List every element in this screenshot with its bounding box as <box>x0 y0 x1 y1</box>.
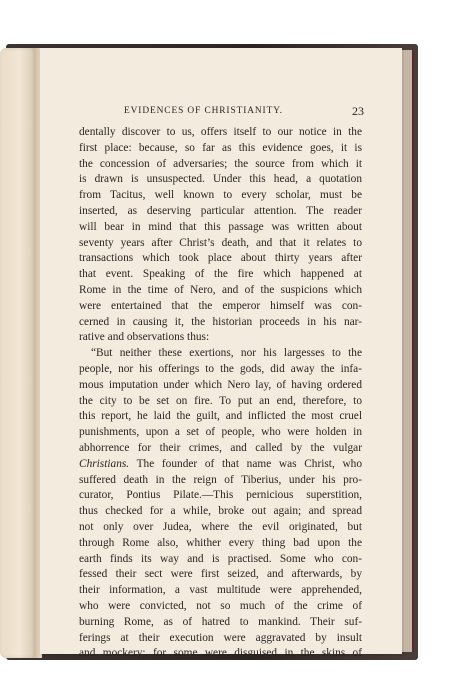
book-page <box>40 48 402 660</box>
page-number: 23 <box>352 104 364 118</box>
text-line: their information, a vast multitude were apprehended, <box>79 584 362 597</box>
text-line-rest: The founder of that name was Christ, who <box>129 457 362 470</box>
running-title: EVIDENCES OF CHRISTIANITY. <box>124 106 283 116</box>
text-line: first place: because, so far as this evidence goes, it is <box>79 141 362 154</box>
body-text <box>79 125 362 662</box>
text-line: “But neither these exertions, nor his largesses to the <box>91 347 362 360</box>
text-line: will bear in mind that this passage was written about <box>79 220 362 233</box>
text-line: Rome in the time of Nero, and of the suspicions which <box>79 283 362 296</box>
text-line: from Tacitus, well known to every scholar, must be <box>79 189 362 202</box>
text-line: ferings at their execution were aggravated by insult <box>79 631 362 644</box>
text-line-italic <box>79 457 362 473</box>
text-line: people, nor his offerings to the gods, did away the infa- <box>79 362 362 375</box>
text-line: earth finds its way and is practised. Some who con- <box>79 552 362 565</box>
page-header <box>40 106 402 120</box>
page-edges <box>400 50 414 652</box>
text-line: transactions which took place about thirty years after <box>79 252 362 265</box>
text-line: suffered death in the reign of Tiberius, under his pro- <box>79 473 362 486</box>
text-line: curator, Pontius Pilate.—This pernicious superstition, <box>79 489 362 502</box>
text-line: were entertained that the emperor himself was con- <box>79 299 362 312</box>
text-line: rative and observations thus: <box>79 331 210 344</box>
text-line: this report, he laid the guilt, and inflicted the most cruel <box>79 410 362 423</box>
text-line: the concession of adversaries; the source from which it <box>79 157 362 170</box>
italic-word: Christians. <box>79 457 130 470</box>
left-page-leaf <box>0 48 36 658</box>
text-line: burning Rome, as of hatred to mankind. Their suf- <box>79 615 362 628</box>
text-line: punishments, upon a set of people, who were holden in <box>79 426 362 439</box>
text-line: is drawn is unsuspected. Under this head, a quotation <box>79 173 362 186</box>
text-line: the city to be set on fire. To put an end, therefore, to <box>79 394 362 407</box>
text-line: mous imputation under which Nero lay, of having ordered <box>79 378 362 391</box>
text-line: seventy years after Christ’s death, and that it relates to <box>79 236 362 249</box>
text-line: through Rome also, whither every thing bad upon the <box>79 536 362 549</box>
text-line: not only over Judea, where the evil originated, but <box>79 520 362 533</box>
text-line: abhorrence for their crimes, and called by the vulgar <box>79 441 362 454</box>
text-line: thus checked for a while, broke out again; and spread <box>79 505 362 518</box>
text-line: fessed their sect were first seized, and afterwards, by <box>79 568 362 581</box>
text-line: and mockery; for some were disguised in the skins of <box>79 647 362 660</box>
text-line: dentally discover to us, offers itself to our notice in the <box>79 126 362 138</box>
text-line: who were convicted, not so much of the crime of <box>79 599 362 612</box>
text-line: inserted, as deserving particular attention. The reader <box>79 204 362 217</box>
text-line: cerned in causing it, the historian proceeds in his nar- <box>79 315 362 328</box>
text-line: that event. Speaking of the fire which happened at <box>79 268 362 281</box>
